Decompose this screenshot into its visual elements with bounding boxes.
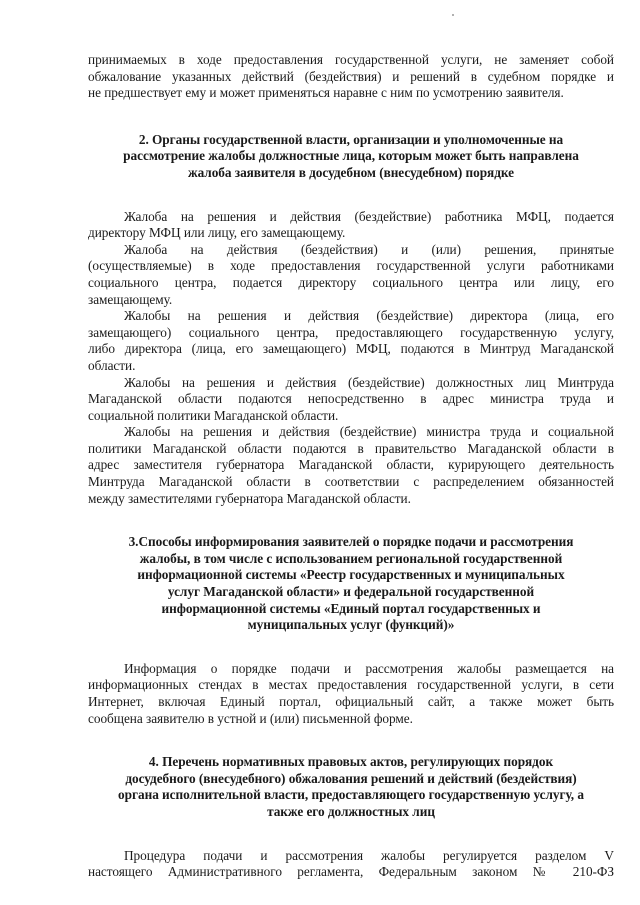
heading-line: жалобы, в том числе с использованием региональной государственной xyxy=(139,550,563,566)
paragraph-line: социального центра, подается директору социального центра или лицу, его xyxy=(88,274,614,290)
intro-line: не предшествует ему и может применяться наравне с ним по усмотрению заявителя. xyxy=(88,85,564,101)
paragraph-line: Жалобы на решения и действия (бездействие) должностных лиц Минтруда xyxy=(124,374,614,390)
section-3-heading xyxy=(88,534,614,634)
paragraph-line: Процедура подачи и рассмотрения жалобы регулируется разделом V xyxy=(124,847,614,863)
paragraph-line: либо директора (лица, его замещающего) МФЦ, подаются в Минтруд Магаданской xyxy=(88,341,614,357)
paragraph-line: социальной политики Магаданской области. xyxy=(88,407,339,423)
heading-line: жалоба заявителя в досудебном (внесудебном) порядке xyxy=(187,164,515,180)
heading-line: рассмотрение жалобы должностные лица, которым может быть направлена xyxy=(123,148,579,164)
spacer xyxy=(88,507,614,534)
paragraph-line: Магаданской области подаются непосредственно в адрес министра труда и xyxy=(88,391,614,407)
paragraph-line: (осуществляемые) в ходе предоставления государственной услуги работниками xyxy=(88,258,614,274)
section-2-paragraph-4 xyxy=(88,375,614,425)
heading-line: органа исполнительной власти, предоставляющего государственную услугу, а xyxy=(118,787,584,803)
section-2-paragraph-2 xyxy=(88,242,614,308)
paragraph-line: Жалоба на действия (бездействия) и (или) решения, принятые xyxy=(124,241,614,257)
section-2-paragraph-3 xyxy=(88,308,614,374)
heading-line: услуг Магаданской области» и федеральной государственной xyxy=(167,584,535,600)
paragraph-line: политики Магаданской области подаются в правительство Магаданской области в xyxy=(88,440,614,456)
spacer xyxy=(88,821,614,848)
paragraph-line: информационных стендах в местах предоставления государственной услуги, в сети xyxy=(88,677,614,693)
paragraph-line: Жалобы на решения и действия (бездействие) директора (лица, его xyxy=(124,308,614,324)
spacer xyxy=(88,727,614,754)
heading-line: также его должностных лиц xyxy=(267,803,435,819)
intro-line: принимаемых в ходе предоставления государственной услуги, не заменяет собой xyxy=(88,52,614,67)
paragraph-line: настоящего Административного регламента, Федеральным законом № 210-ФЗ xyxy=(88,864,614,880)
paragraph-line: сообщена заявителю в устной и (или) письменной форме. xyxy=(88,710,413,726)
section-2-heading xyxy=(88,132,614,182)
paragraph-line: Информация о порядке подачи и рассмотрения жалобы размещается на xyxy=(124,660,614,676)
section-3-paragraph-1 xyxy=(88,661,614,727)
section-2-paragraph-1 xyxy=(88,209,614,242)
paragraph-line: между заместителями губернатора Магаданской области. xyxy=(88,490,411,506)
heading-line: 4. Перечень нормативных правовых актов, регулирующих порядок xyxy=(148,754,554,770)
heading-line: муниципальных услуг (функций)» xyxy=(247,617,455,633)
paragraph-line: адрес заместителя губернатора Магаданской области, курирующего деятельность xyxy=(88,457,614,473)
paragraph-line: директору МФЦ или лицу, его замещающему. xyxy=(88,225,346,241)
paragraph-line: Интернет, включая Единый портал, официальный сайт, а также может быть xyxy=(88,694,614,709)
section-4-paragraph-1 xyxy=(88,848,614,881)
section-4-heading xyxy=(88,754,614,820)
paragraph-line: Жалоба на решения и действия (бездействие) работника МФЦ, подается xyxy=(124,208,614,224)
heading-line: 2. Органы государственной власти, организации и уполномоченные на xyxy=(138,131,564,147)
section-2-paragraph-5 xyxy=(88,424,614,507)
intro-paragraph xyxy=(88,52,614,102)
paragraph-line: области. xyxy=(88,357,136,373)
scan-artifact-dot xyxy=(452,14,454,16)
paragraph-line: замещающему. xyxy=(88,291,173,307)
heading-line: 3.Способы информирования заявителей о порядке подачи и рассмотрения xyxy=(128,534,574,550)
paragraph-line: замещающего) социального центра, предоставляющего государственную услугу, xyxy=(88,324,614,340)
paragraph-line: Жалобы на решения и действия (бездействие) министра труда и социальной xyxy=(124,424,614,440)
spacer xyxy=(88,182,614,209)
spacer xyxy=(88,102,614,132)
heading-line: досудебного (внесудебного) обжалования решений и действий (бездействия) xyxy=(125,770,577,786)
paragraph-line: Минтруда Магаданской области в соответствии с распределением обязанностей xyxy=(88,474,614,490)
document-page xyxy=(88,52,614,881)
spacer xyxy=(88,634,614,661)
intro-line: обжалование указанных действий (бездействия) и решений в судебном порядке и xyxy=(88,68,614,84)
heading-line: информационной системы «Реестр государственных и муниципальных xyxy=(137,567,565,583)
heading-line: информационной системы «Единый портал государственных и xyxy=(161,600,541,616)
